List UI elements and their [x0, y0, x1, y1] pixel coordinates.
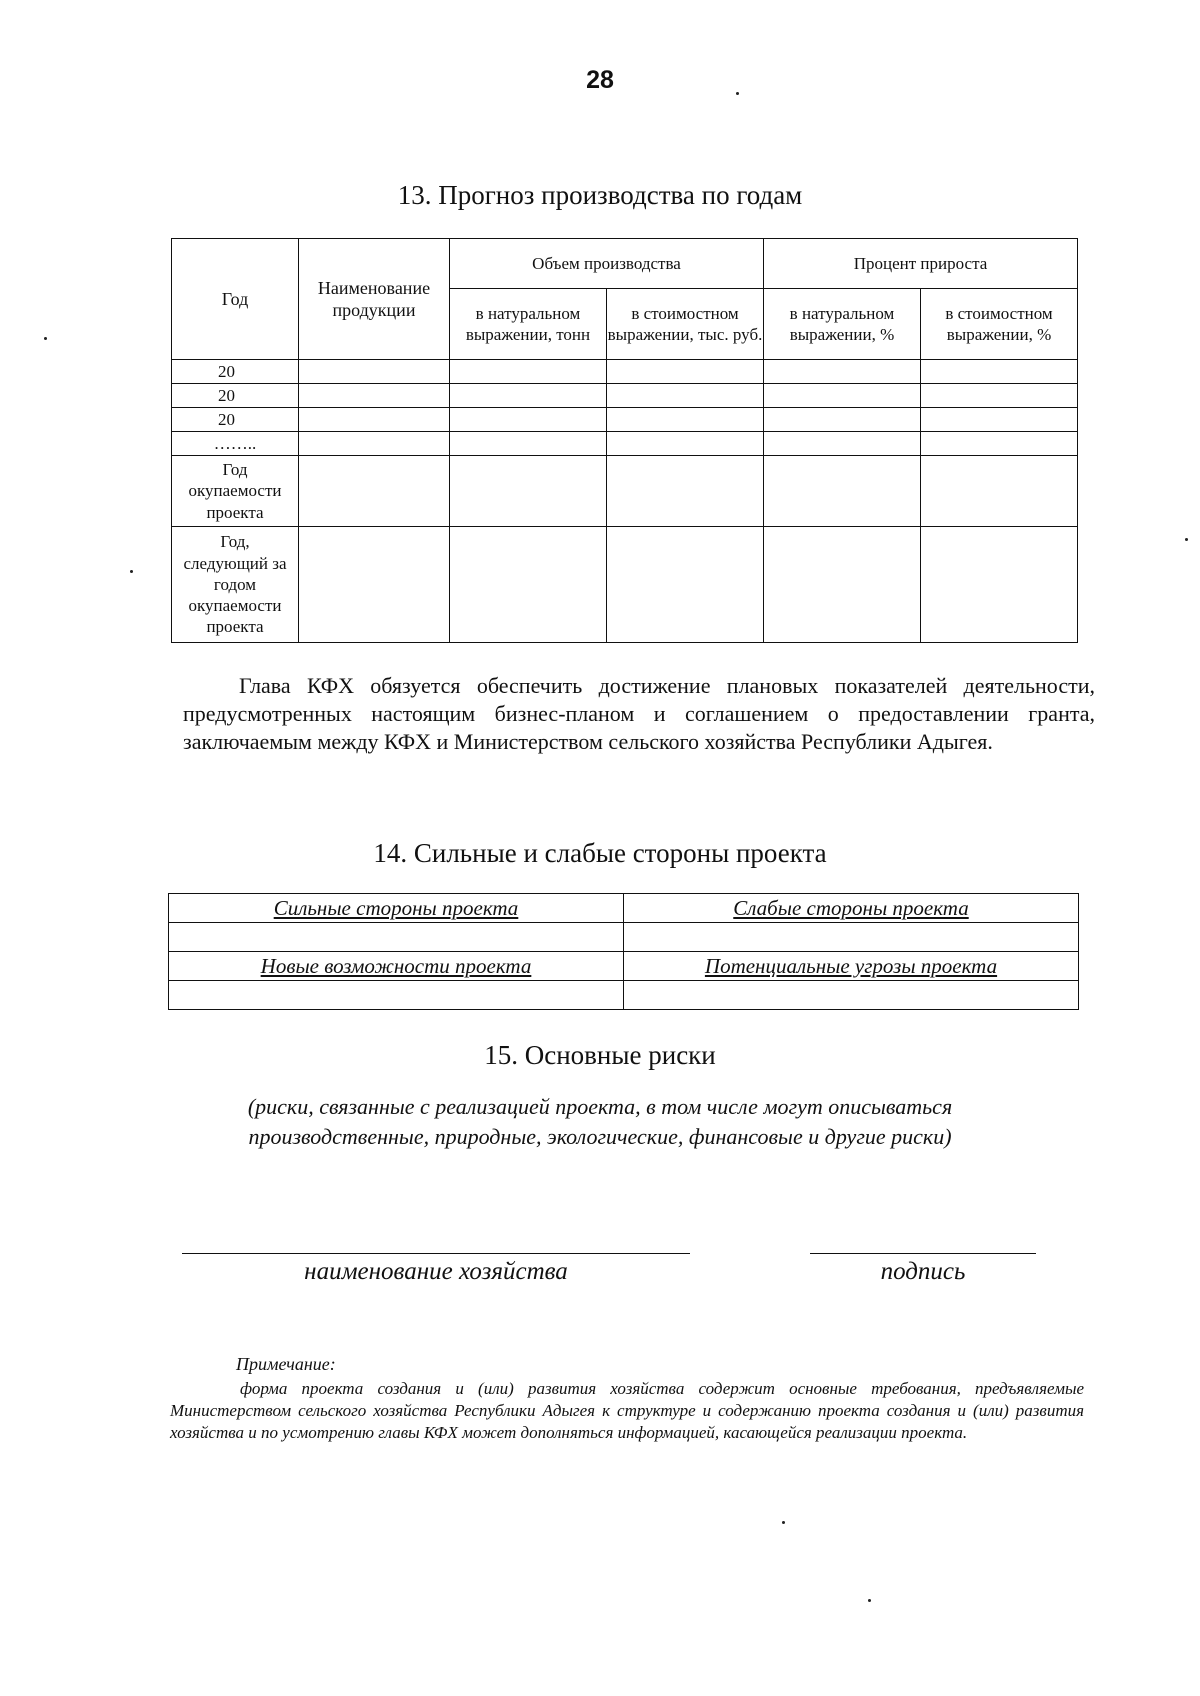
row-payback-year: Год окупаемости проекта	[172, 456, 299, 527]
cell-input[interactable]	[764, 360, 921, 384]
section-15-title: 15. Основные риски	[484, 1040, 716, 1070]
strengths-header	[169, 894, 624, 923]
production-forecast-table	[171, 238, 1078, 643]
scan-speck	[1185, 538, 1188, 541]
threats-cell[interactable]	[624, 981, 1079, 1010]
row-ellipsis: ……..	[172, 432, 299, 456]
section-13-title: 13. Прогноз производства по годам	[397, 180, 803, 210]
header-growth-natural: в натуральном выражении, %	[764, 289, 921, 360]
page-number: 28	[586, 66, 614, 94]
table-row	[172, 360, 1078, 384]
obligation-paragraph	[183, 672, 1095, 756]
header-volume-natural: в натуральном выражении, тонн	[450, 289, 607, 360]
opportunities-header	[169, 952, 624, 981]
risks-note	[0, 1092, 1200, 1152]
table-row	[172, 384, 1078, 408]
row-year: 20	[172, 360, 299, 384]
header-product: Наименование продукции	[299, 239, 450, 360]
header-volume-value: в стоимостном выражении, тыс. руб.	[607, 289, 764, 360]
cell-input[interactable]	[450, 408, 607, 432]
table-row	[172, 408, 1078, 432]
cell-input[interactable]	[299, 360, 450, 384]
cell-input[interactable]	[921, 432, 1078, 456]
cell-input[interactable]	[764, 408, 921, 432]
risks-note-line-1: (риски, связанные с реализацией проекта, в том числе могут описываться	[247, 1094, 953, 1119]
cell-input[interactable]	[764, 527, 921, 643]
cell-input[interactable]	[607, 527, 764, 643]
row-after-payback-year: Год, следующий за годом окупаемости проекта	[172, 527, 299, 643]
cell-input[interactable]	[764, 384, 921, 408]
risks-note-line-2: производственные, природные, экологические, финансовые и другие риски)	[248, 1124, 952, 1149]
footnote-title: Примечание:	[236, 1354, 336, 1374]
cell-input[interactable]	[450, 456, 607, 527]
cell-input[interactable]	[607, 360, 764, 384]
scan-speck	[736, 92, 739, 95]
cell-input[interactable]	[299, 527, 450, 643]
cell-input[interactable]	[921, 408, 1078, 432]
scan-speck	[868, 1599, 871, 1602]
cell-input[interactable]	[607, 456, 764, 527]
strengths-cell[interactable]	[169, 923, 624, 952]
footnote-text: форма проекта создания и (или) развития хозяйства содержит основные требования, предъявляемые Министерством сельского хозяйства Республики Адыгея к структуре и содержанию проекта создания и (или) развития хозяйства и по усмотрению главы КФХ может дополняться информацией, касающейся реализации проекта.	[170, 1379, 1084, 1442]
section-14-title: 14. Сильные и слабые стороны проекта	[373, 838, 827, 868]
opportunities-label: Новые возможности проекта	[260, 953, 532, 978]
header-growth-value: в стоимостном выражении, %	[921, 289, 1078, 360]
cell-input[interactable]	[450, 384, 607, 408]
cell-input[interactable]	[299, 384, 450, 408]
table-row	[172, 527, 1078, 643]
cell-input[interactable]	[607, 384, 764, 408]
signature-line[interactable]	[810, 1253, 1036, 1254]
opportunities-cell[interactable]	[169, 981, 624, 1010]
cell-input[interactable]	[607, 432, 764, 456]
cell-input[interactable]	[299, 408, 450, 432]
scan-speck	[44, 337, 47, 340]
header-growth: Процент прироста	[764, 239, 1078, 289]
table-row	[172, 432, 1078, 456]
obligation-text: Глава КФХ обязуется обеспечить достижение плановых показателей деятельности, предусмотренных настоящим бизнес-планом и соглашением о предоставлении гранта, заключаемым между КФХ и Министерством сельского хозяйства Республики Адыгея.	[183, 673, 1095, 754]
row-year: 20	[172, 408, 299, 432]
cell-input[interactable]	[450, 432, 607, 456]
table-row	[172, 456, 1078, 527]
cell-input[interactable]	[921, 456, 1078, 527]
weaknesses-label: Слабые стороны проекта	[733, 895, 969, 920]
cell-input[interactable]	[607, 408, 764, 432]
weaknesses-header	[624, 894, 1079, 923]
strengths-label: Сильные стороны проекта	[273, 895, 519, 920]
row-year: 20	[172, 384, 299, 408]
weaknesses-cell[interactable]	[624, 923, 1079, 952]
header-year: Год	[172, 239, 299, 360]
threats-label: Потенциальные угрозы проекта	[704, 953, 998, 978]
signature-label: подпись	[880, 1258, 966, 1285]
cell-input[interactable]	[764, 432, 921, 456]
swot-table	[168, 893, 1079, 1010]
cell-input[interactable]	[764, 456, 921, 527]
cell-input[interactable]	[450, 527, 607, 643]
scan-speck	[130, 570, 133, 573]
cell-input[interactable]	[921, 527, 1078, 643]
cell-input[interactable]	[450, 360, 607, 384]
farm-name-line[interactable]	[182, 1253, 690, 1254]
scan-speck	[782, 1521, 785, 1524]
cell-input[interactable]	[921, 384, 1078, 408]
header-volume: Объем производства	[450, 239, 764, 289]
farm-name-label: наименование хозяйства	[304, 1258, 568, 1285]
cell-input[interactable]	[299, 456, 450, 527]
cell-input[interactable]	[921, 360, 1078, 384]
threats-header	[624, 952, 1079, 981]
cell-input[interactable]	[299, 432, 450, 456]
